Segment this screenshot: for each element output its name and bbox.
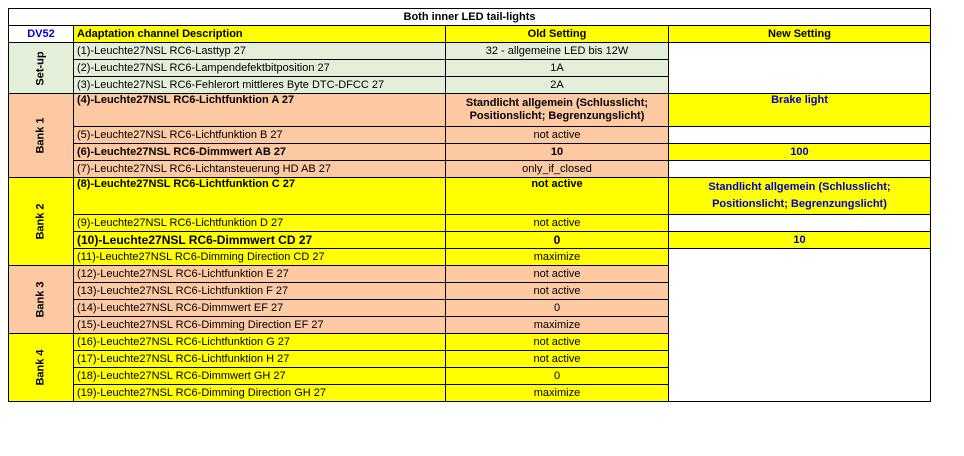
table-row: [9, 77, 931, 94]
table-row: [9, 300, 931, 317]
row-old-setting: 10: [446, 144, 669, 161]
row-new-setting: [669, 385, 931, 402]
header-description: Adaptation channel Description: [74, 26, 446, 43]
header-row: [9, 26, 931, 43]
table-row: [9, 94, 931, 127]
row-new-setting: [669, 300, 931, 317]
table-row: [9, 249, 931, 266]
header-old-setting: Old Setting: [446, 26, 669, 43]
row-description: (14)-Leuchte27NSL RC6-Dimmwert EF 27: [74, 300, 446, 317]
row-description: (1)-Leuchte27NSL RC6-Lasttyp 27: [74, 43, 446, 60]
row-new-setting: 10: [669, 232, 931, 249]
row-old-setting: 0: [446, 232, 669, 249]
row-old-setting: 1A: [446, 60, 669, 77]
row-old-setting: 32 - allgemeine LED bis 12W: [446, 43, 669, 60]
row-new-setting: Standlicht allgemein (Schlusslicht; Positionslicht; Begrenzungslicht): [669, 178, 931, 215]
group-label-setup: Set-up: [9, 43, 74, 94]
table-row: [9, 178, 931, 215]
row-description: (19)-Leuchte27NSL RC6-Dimming Direction GH 27: [74, 385, 446, 402]
table-row: [9, 266, 931, 283]
group-label-bank-2: Bank 2: [9, 178, 74, 266]
table-row: [9, 385, 931, 402]
row-new-setting: [669, 368, 931, 385]
table-row: [9, 43, 931, 60]
row-old-setting: not active: [446, 351, 669, 368]
row-description: (2)-Leuchte27NSL RC6-Lampendefektbitposition 27: [74, 60, 446, 77]
row-description: (13)-Leuchte27NSL RC6-Lichtfunktion F 27: [74, 283, 446, 300]
row-old-setting: not active: [446, 127, 669, 144]
table-row: [9, 283, 931, 300]
row-description: (3)-Leuchte27NSL RC6-Fehlerort mittleres Byte DTC-DFCC 27: [74, 77, 446, 94]
row-description: (11)-Leuchte27NSL RC6-Dimming Direction CD 27: [74, 249, 446, 266]
row-new-setting: [669, 351, 931, 368]
row-new-setting: [669, 43, 931, 60]
row-new-setting: [669, 317, 931, 334]
row-old-setting: 0: [446, 300, 669, 317]
row-description: (4)-Leuchte27NSL RC6-Lichtfunktion A 27: [74, 94, 446, 127]
row-old-setting: 0: [446, 368, 669, 385]
row-old-setting: not active: [446, 334, 669, 351]
row-new-setting: 100: [669, 144, 931, 161]
title-row: [9, 9, 931, 26]
row-description: (9)-Leuchte27NSL RC6-Lichtfunktion D 27: [74, 215, 446, 232]
row-new-setting: [669, 215, 931, 232]
table-row: [9, 144, 931, 161]
row-new-setting: [669, 127, 931, 144]
row-old-setting: maximize: [446, 249, 669, 266]
table-row: [9, 215, 931, 232]
group-label-bank-1: Bank 1: [9, 94, 74, 178]
table-row: [9, 161, 931, 178]
row-old-setting: maximize: [446, 385, 669, 402]
row-old-setting: maximize: [446, 317, 669, 334]
row-new-setting: [669, 266, 931, 283]
table-row: [9, 232, 931, 249]
header-id: DV52: [9, 26, 74, 43]
row-new-setting: [669, 161, 931, 178]
row-old-setting: not active: [446, 266, 669, 283]
row-old-setting: not active: [446, 215, 669, 232]
row-new-setting: [669, 283, 931, 300]
row-description: (17)-Leuchte27NSL RC6-Lichtfunktion H 27: [74, 351, 446, 368]
row-description: (15)-Leuchte27NSL RC6-Dimming Direction EF 27: [74, 317, 446, 334]
row-old-setting: not active: [446, 178, 669, 215]
row-description: (12)-Leuchte27NSL RC6-Lichtfunktion E 27: [74, 266, 446, 283]
row-description: (7)-Leuchte27NSL RC6-Lichtansteuerung HD AB 27: [74, 161, 446, 178]
row-old-setting: Standlicht allgemein (Schlusslicht; Positionslicht; Begrenzungslicht): [446, 94, 669, 127]
group-label-bank-4: Bank 4: [9, 334, 74, 402]
row-old-setting: 2A: [446, 77, 669, 94]
table-row: [9, 60, 931, 77]
row-new-setting: [669, 334, 931, 351]
table-row: [9, 127, 931, 144]
row-description: (16)-Leuchte27NSL RC6-Lichtfunktion G 27: [74, 334, 446, 351]
row-old-setting: not active: [446, 283, 669, 300]
row-new-setting: [669, 249, 931, 266]
table-row: [9, 368, 931, 385]
table-title: Both inner LED tail-lights: [9, 9, 931, 26]
row-description: (5)-Leuchte27NSL RC6-Lichtfunktion B 27: [74, 127, 446, 144]
adaptation-table: [8, 8, 931, 402]
table-row: [9, 334, 931, 351]
row-description: (18)-Leuchte27NSL RC6-Dimmwert GH 27: [74, 368, 446, 385]
row-description: (6)-Leuchte27NSL RC6-Dimmwert AB 27: [74, 144, 446, 161]
table-row: [9, 317, 931, 334]
header-new-setting: New Setting: [669, 26, 931, 43]
row-new-setting: [669, 77, 931, 94]
row-description: (10)-Leuchte27NSL RC6-Dimmwert CD 27: [74, 232, 446, 249]
group-label-bank-3: Bank 3: [9, 266, 74, 334]
row-new-setting: [669, 60, 931, 77]
table-row: [9, 351, 931, 368]
row-description: (8)-Leuchte27NSL RC6-Lichtfunktion C 27: [74, 178, 446, 215]
row-old-setting: only_if_closed: [446, 161, 669, 178]
row-new-setting: Brake light: [669, 94, 931, 127]
